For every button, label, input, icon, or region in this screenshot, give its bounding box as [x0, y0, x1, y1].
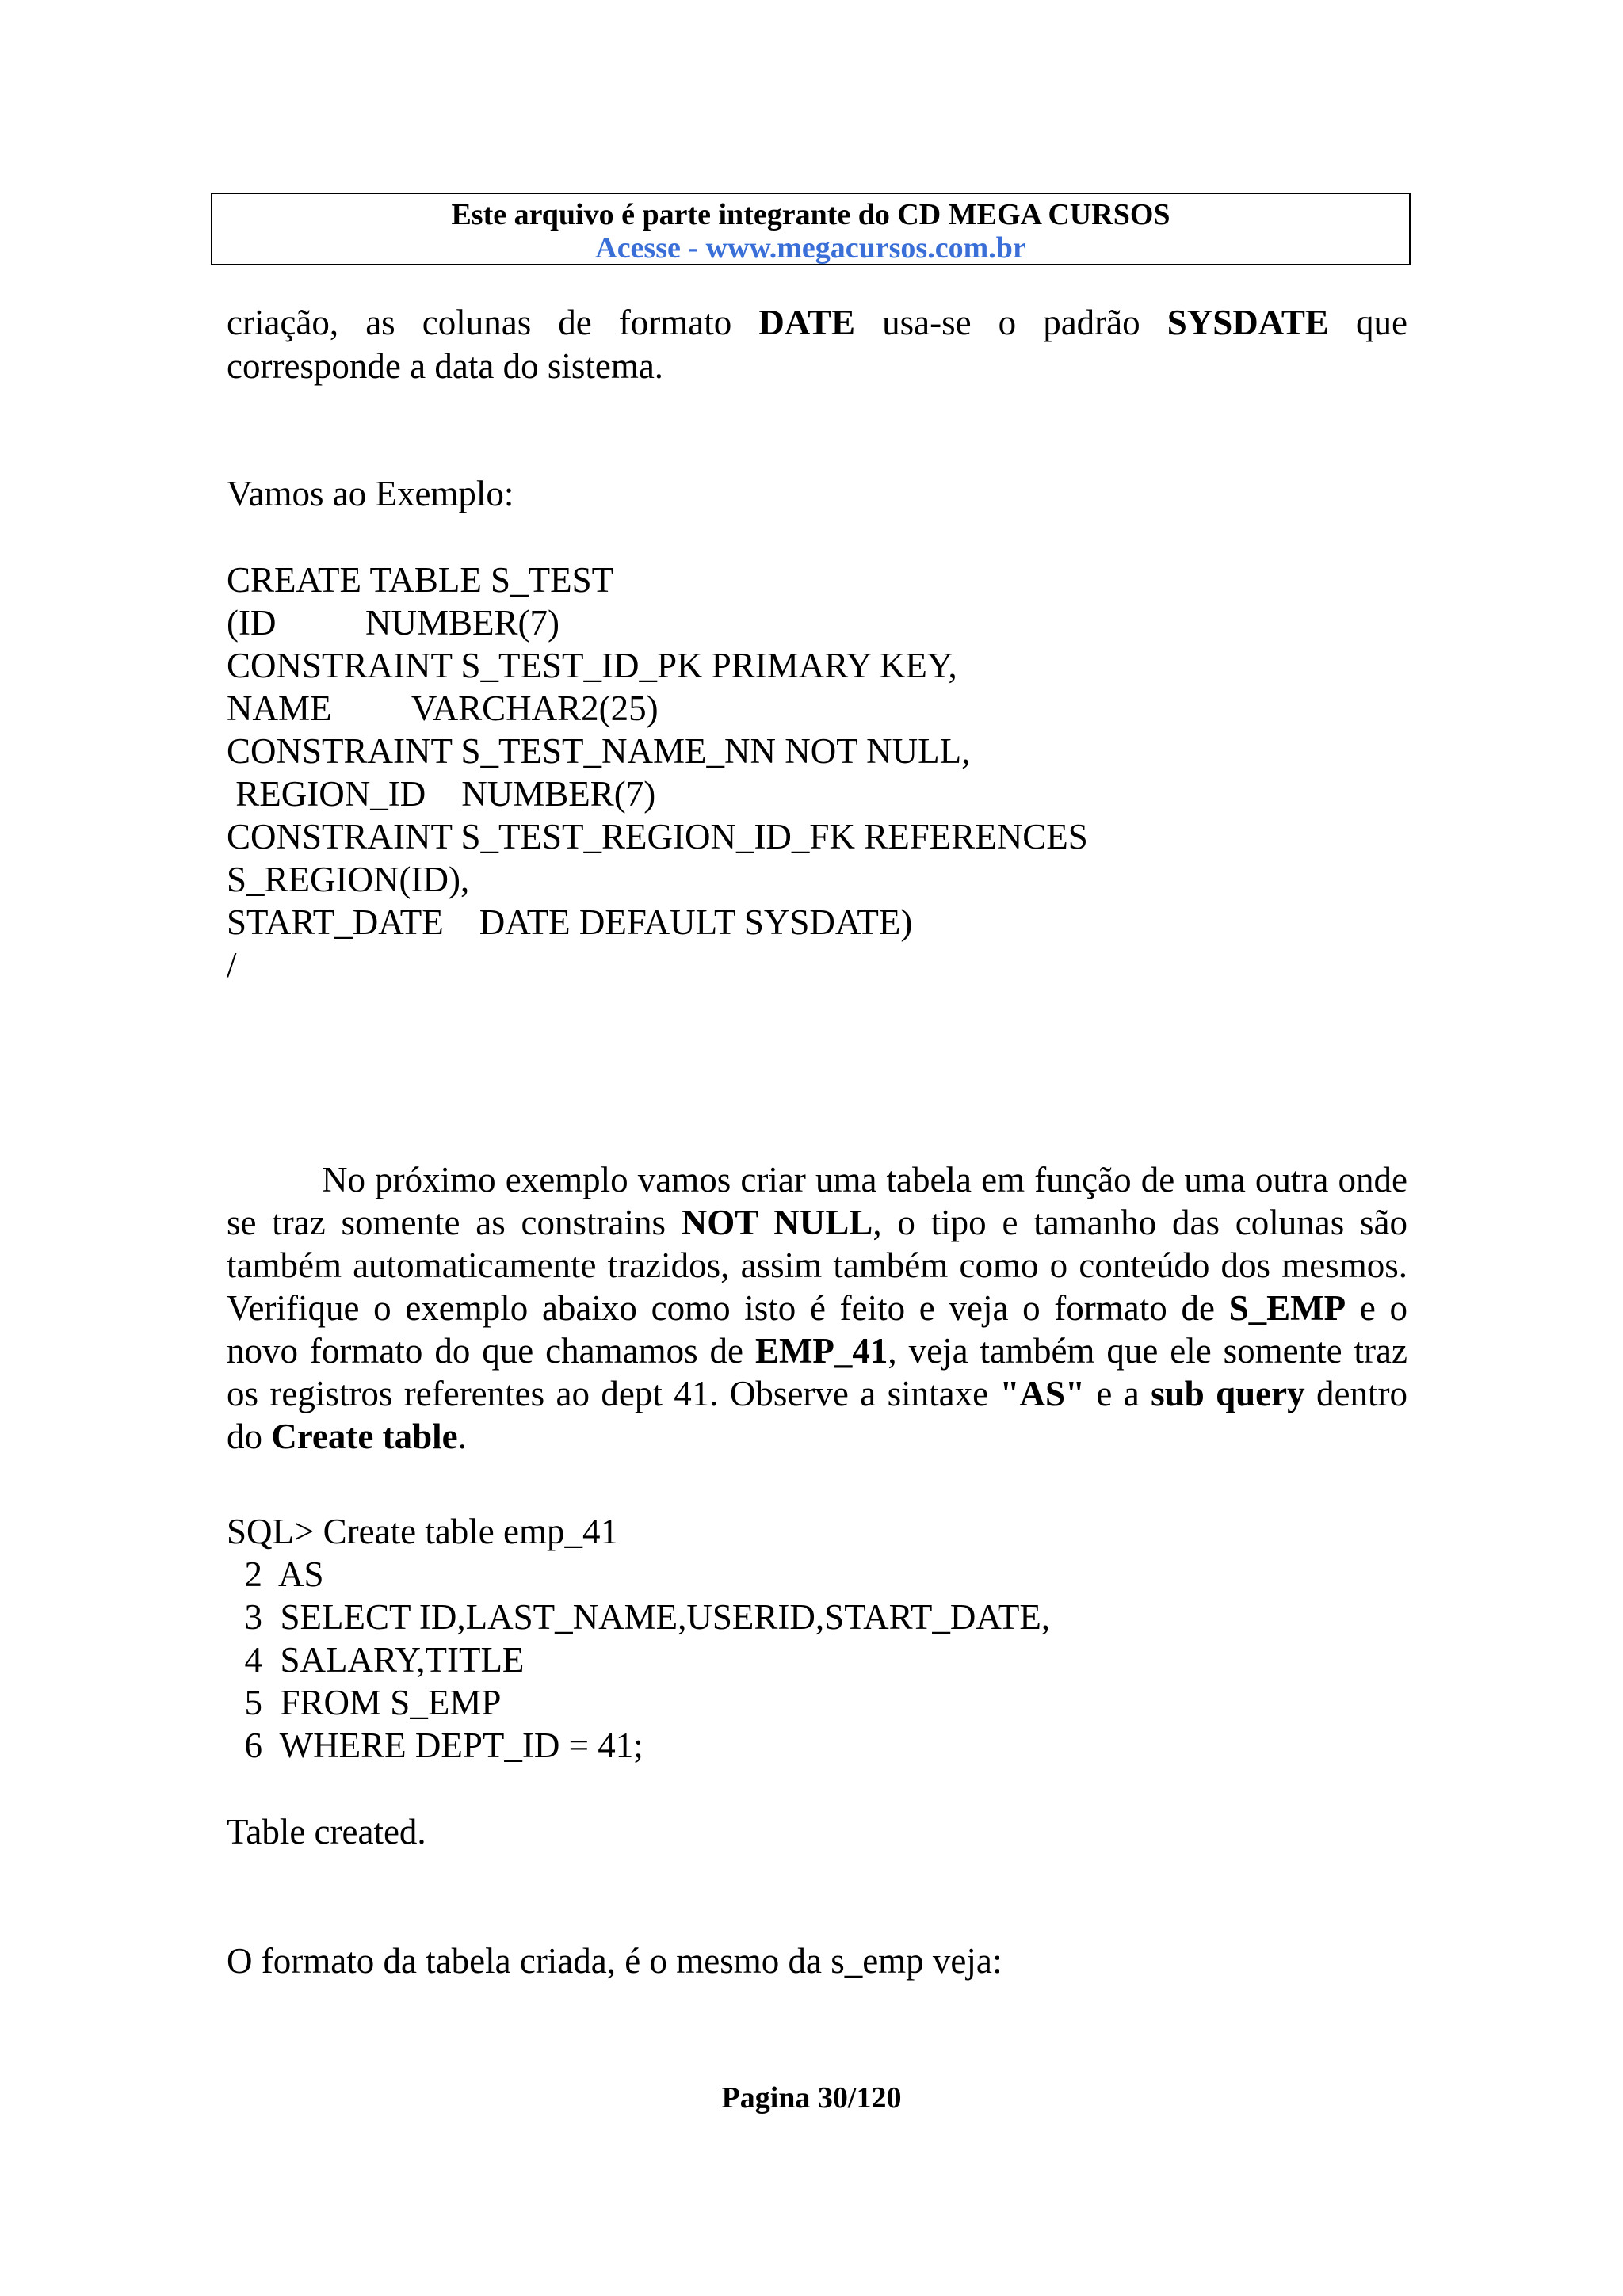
para2-text-3: e o novo formato do que chamamos de — [227, 1288, 1407, 1371]
para2-text-7: . — [457, 1417, 467, 1456]
para2-bold-not-null: NOT NULL — [681, 1203, 873, 1242]
code1-line: START_DATE DATE DEFAULT SYSDATE) — [227, 902, 913, 942]
page-number: Pagina 30/120 — [721, 2081, 902, 2115]
code2-line: SQL> Create table emp_41 — [227, 1512, 618, 1551]
para2-text-5: e a — [1085, 1374, 1151, 1413]
code2-line: 6 WHERE DEPT_ID = 41; — [227, 1726, 643, 1765]
intro-bold-sysdate: SYSDATE — [1167, 303, 1329, 342]
para2-bold-sub-query: sub query — [1151, 1374, 1305, 1413]
intro-text-1: criação, as colunas de formato — [227, 303, 759, 342]
para2-bold-emp-41: EMP_41 — [754, 1331, 888, 1371]
para2-bold-s-emp: S_EMP — [1228, 1288, 1346, 1328]
table-created-message: Table created. — [227, 1812, 426, 1852]
code1-line: REGION_ID NUMBER(7) — [227, 774, 656, 814]
code2-line: 5 FROM S_EMP — [227, 1683, 502, 1722]
example-label: Vamos ao Exemplo: — [227, 474, 514, 513]
para2-text-4: , veja também que ele somente traz os registros referentes ao dept 41. Observe a sintaxe — [227, 1331, 1407, 1413]
explanation-paragraph — [227, 1158, 1407, 1458]
intro-text-2: usa-se o padrão — [855, 303, 1167, 342]
para2-text-6: dentro do — [227, 1374, 1407, 1456]
para2-bold-as: "AS" — [999, 1374, 1086, 1413]
code1-line: (ID NUMBER(7) — [227, 603, 559, 643]
code1-line: NAME VARCHAR2(25) — [227, 688, 659, 728]
code1-line: S_REGION(ID), — [227, 860, 470, 899]
code1-line: CONSTRAINT S_TEST_NAME_NN NOT NULL, — [227, 731, 971, 771]
code2-line: 3 SELECT ID,LAST_NAME,USERID,START_DATE, — [227, 1597, 1051, 1637]
code1-line: CONSTRAINT S_TEST_REGION_ID_FK REFERENCES — [227, 817, 1088, 856]
code1-line: / — [227, 945, 237, 985]
intro-text-3: que corresponde a data do sistema. — [227, 303, 1407, 386]
code1-line: CONSTRAINT S_TEST_ID_PK PRIMARY KEY, — [227, 646, 957, 685]
para2-text-1: No próximo exemplo vamos criar uma tabela em função de uma outra onde se traz somente as constrains — [227, 1160, 1407, 1242]
intro-bold-date: DATE — [758, 303, 856, 342]
code1-line: CREATE TABLE S_TEST — [227, 560, 614, 600]
intro-paragraph — [227, 301, 1407, 388]
header-title: Este arquivo é parte integrante do CD MEGA CURSOS — [451, 198, 1170, 231]
para2-text-2: , o tipo e tamanho das colunas são também automaticamente trazidos, assim também como o conteúdo dos mesmos. Verifique o exemplo abaixo como isto é feito e veja o formato de — [227, 1203, 1407, 1328]
code2-line: 2 AS — [227, 1554, 324, 1594]
closing-sentence: O formato da tabela criada, é o mesmo da s_emp veja: — [227, 1941, 1002, 1981]
para2-bold-create-table: Create table — [271, 1417, 458, 1456]
header-box — [211, 193, 1411, 265]
header-link[interactable]: Acesse - www.megacursos.com.br — [595, 231, 1026, 265]
code2-line: 4 SALARY,TITLE — [227, 1640, 525, 1680]
